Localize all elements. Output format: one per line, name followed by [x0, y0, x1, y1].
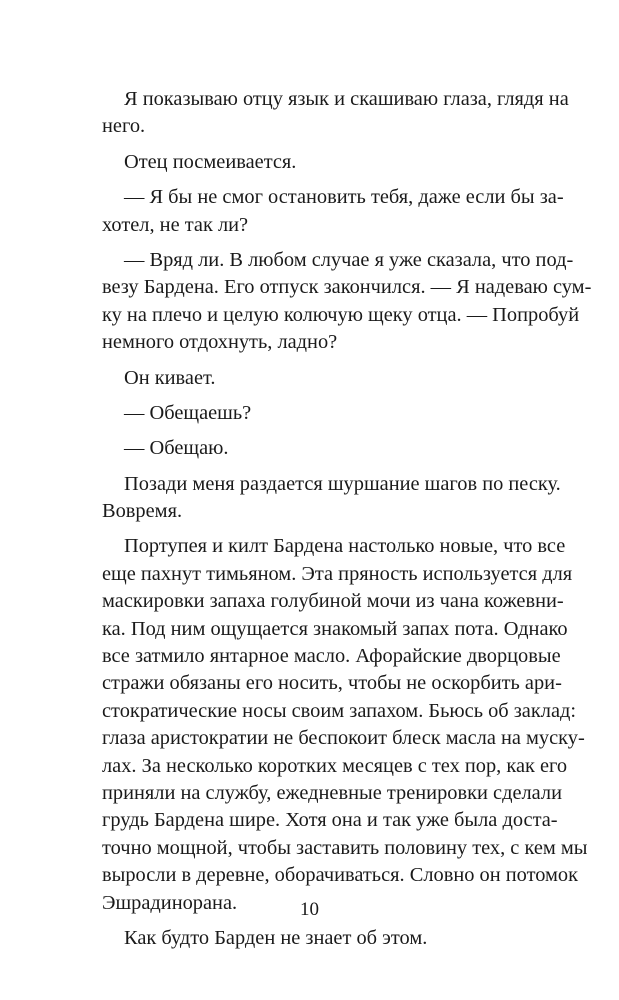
text-line: Как будто Барден не знает об этом. [124, 926, 428, 949]
text-line: приняли на службу, ежедневные тренировки сделали [102, 781, 562, 804]
text-line: Эшрадинорана. [102, 891, 238, 914]
text-line: него. [102, 115, 146, 138]
text-line: точно мощной, чтобы заставить половину тех, с кем мы [102, 836, 588, 859]
paragraph [102, 400, 552, 427]
text-line: ка. Под ним ощущается знакомый запах пота. Однако [102, 617, 568, 640]
paragraph [102, 533, 588, 916]
text-line: Отец посмеивается. [124, 150, 297, 173]
text-line: еще пахнут тимьяном. Эта пряность используется для [102, 562, 573, 585]
paragraph [102, 247, 592, 357]
paragraph [102, 184, 564, 239]
text-line: хотел, не так ли? [102, 213, 249, 236]
page-number: 10 [300, 899, 319, 920]
text-line: глаза аристократии не беспокоит блеск масла на муску- [102, 727, 585, 750]
text-line: Позади меня раздается шуршание шагов по песку. [124, 472, 561, 495]
text-line: стократические носы своим запахом. Бьюсь об заклад: [102, 699, 577, 722]
text-line: Я показываю отцу язык и скашиваю глаза, глядя на [124, 88, 569, 110]
paragraph [102, 86, 569, 141]
text-line: ку на плечо и целую колючую щеку отца. — Попробуй [102, 303, 580, 326]
text-line: Он кивает. [124, 366, 216, 389]
paragraph [102, 471, 561, 526]
paragraph [102, 925, 552, 952]
text-line: лах. За несколько коротких месяцев с тех пор, как его [102, 754, 568, 777]
text-line: — Вряд ли. В любом случае я уже сказала, что под- [124, 248, 574, 271]
text-line: все затмило янтарное масло. Афорайские дворцовые [102, 645, 561, 668]
text-line: Вовремя. [102, 500, 183, 523]
text-line: маскировки запаха голубиной мочи из чана кожевни- [102, 590, 564, 613]
text-line: выросли в деревне, оборачиваться. Словно он потомок [102, 864, 579, 887]
text-line: Портупея и килт Бардена настолько новые, что все [124, 535, 566, 558]
text-line: стражи обязаны его носить, чтобы не оскорбить ари- [102, 672, 562, 695]
book-page-text [102, 86, 592, 960]
text-line: — Я бы не смог остановить тебя, даже если бы за- [124, 186, 564, 209]
text-line: везу Бардена. Его отпуск закончился. — Я надеваю сум- [102, 276, 592, 299]
text-line: немного отдохнуть, ладно? [102, 331, 338, 354]
paragraph [102, 435, 552, 462]
paragraph [102, 365, 552, 392]
text-line: грудь Бардена шире. Хотя она и так уже была доста- [102, 809, 558, 832]
paragraph [102, 149, 552, 176]
text-line: — Обещаешь? [124, 401, 252, 424]
text-line: — Обещаю. [124, 437, 229, 460]
